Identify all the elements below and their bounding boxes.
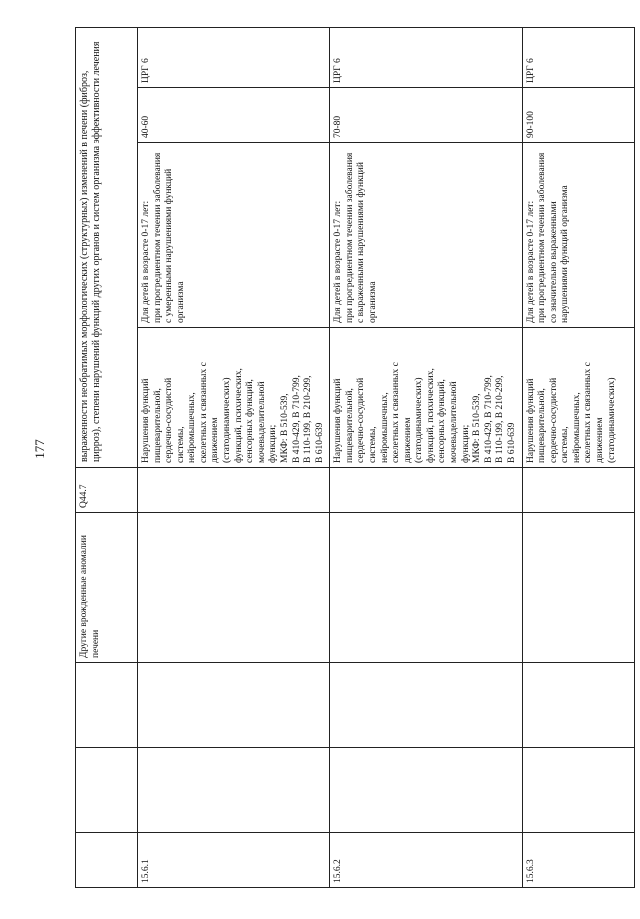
criteria-cell: Для детей в возрасте 0-17 лет: при прогредиентном течении заболевания с умеренными нарушениями функций организма <box>138 143 330 328</box>
anomaly-name-cell: Другие врожденные аномалии печени <box>76 513 138 663</box>
heading-cell: выраженности необратимых морфологических (структурных) изменений в печени (фиброз, цирроз), степени нарушений функций других органов и систем организма эффективности лечения <box>76 28 138 468</box>
impairment-cell: Нарушения функций пищеварительной, сердечно-сосудистой системы, нейромышечных, скелетных и связанных с движением (статодинамических) функций, психических, сенсорных функций, мочевыделительной функции; МКФ: В 510-539, В 410-429, В 710-799, В 110-199, В 210-299, В 610-639 <box>138 328 330 468</box>
rotated-table-page <box>75 28 635 888</box>
table-row <box>138 28 330 888</box>
criteria-cell: Для детей в возрасте 0-17 лет: при прогредиентном течении заболевания с выраженными нарушениями функций организма <box>330 143 522 328</box>
table-row <box>522 28 635 888</box>
row-id: 15.6.2 <box>330 833 522 888</box>
table-row <box>330 28 522 888</box>
group-cell: ЦРГ 6 <box>522 28 635 88</box>
percent-cell: 70-80 <box>330 88 522 143</box>
table-row <box>76 28 138 888</box>
impairment-cell: Нарушения функций пищеварительной, сердечно-сосудистой системы, нейромышечных, скелетных и связанных с движением (статодинамических) функций, психических, сенсорных функций, мочевыделительной функции; МКФ: В 510-539, В 410-429, В 710-799, В 110-199, В 210-299, В 610-639 <box>330 328 522 468</box>
group-cell: ЦРГ 6 <box>330 28 522 88</box>
percent-cell: 40-60 <box>138 88 330 143</box>
anomaly-code-cell: Q44.7 <box>76 468 138 513</box>
percent-cell: 90-100 <box>522 88 635 143</box>
impairment-cell: Нарушения функций пищеварительной, сердечно-сосудистой системы, нейромышечных, скелетных и связанных с движением (статодинамических) <box>522 328 635 468</box>
row-id: 15.6.3 <box>522 833 635 888</box>
group-cell: ЦРГ 6 <box>138 28 330 88</box>
page-number: 177 <box>32 439 47 459</box>
row-id: 15.6.1 <box>138 833 330 888</box>
criteria-cell: Для детей в возрасте 0-17 лет: при прогредиентном течении заболевания со значительно выраженными нарушениями функций организма <box>522 143 635 328</box>
disability-criteria-table <box>75 27 635 888</box>
